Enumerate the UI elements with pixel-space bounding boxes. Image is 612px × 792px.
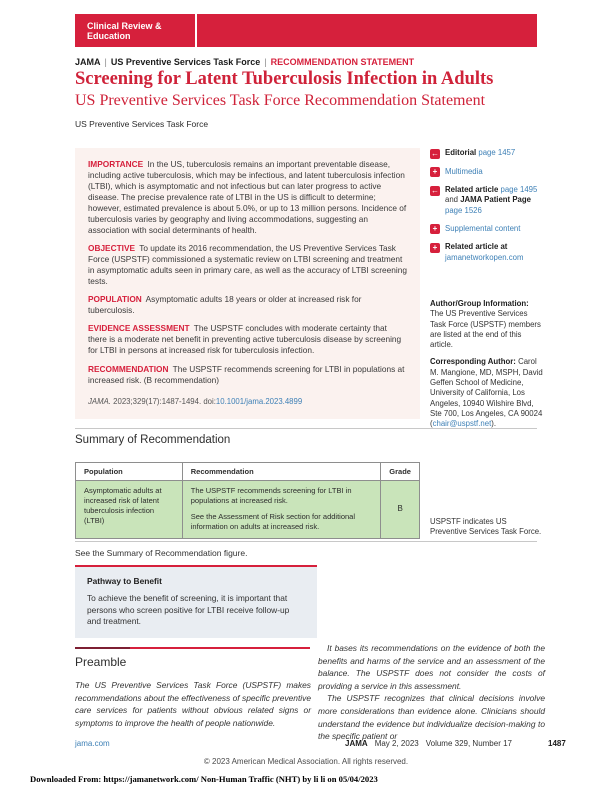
sidebar-item-related-article [430, 185, 544, 216]
sidebar-related-article-text [445, 185, 544, 216]
table-row [76, 481, 420, 539]
page-number: 1487 [548, 739, 566, 748]
citation-doi-prefix: doi: [203, 396, 216, 406]
sidebar-item-related-open [430, 242, 544, 263]
column-header-recommendation: Recommendation [182, 463, 381, 481]
jama-com-link[interactable]: jama.com [75, 739, 110, 748]
abstract-population-label: POPULATION [88, 294, 142, 305]
author-group-label: Author/Group Information: [430, 299, 529, 308]
uspstf-table-note: USPSTF indicates US Preventive Services Task Force. [430, 517, 542, 537]
doi-link[interactable]: 10.1001/jama.2023.4899 [215, 396, 303, 406]
sidebar-multimedia-text [445, 167, 483, 178]
abstract-importance [88, 159, 407, 236]
editorial-page-link[interactable]: page 1457 [478, 148, 516, 157]
cell-recommendation [182, 481, 381, 539]
corresponding-author-text-end: ). [491, 419, 496, 429]
preamble-rule-dark-segment [75, 647, 130, 649]
plus-icon: + [430, 167, 440, 177]
kicker-separator-1: | [104, 57, 107, 67]
corresponding-author-text: Carol M. Mangione, MD, MSPH, David Geffen School of Medicine, University of California, Los Angeles, 10940 Wilshire Blvd, Ste 700, Los Angeles, CA 90024 ( [430, 357, 543, 429]
supplemental-content-link[interactable]: Supplemental content [445, 223, 521, 233]
footer-volume: Volume 329, Number 17 [425, 739, 512, 748]
column-header-population: Population [76, 463, 183, 481]
corresponding-author [430, 357, 544, 429]
patient-page-label: JAMA Patient Page [460, 195, 531, 205]
related-article-and: and [445, 195, 459, 205]
arrow-left-icon: ← [431, 185, 439, 195]
abstract-population [88, 294, 407, 316]
corresponding-author-email-link[interactable]: chair@uspstf.net [432, 419, 492, 429]
cell-grade: B [381, 481, 420, 539]
related-open-label: Related article at [445, 242, 508, 252]
multimedia-link[interactable]: Multimedia [445, 166, 483, 176]
abstract-evidence-assessment [88, 323, 407, 356]
plus-icon: + [430, 224, 440, 234]
section-divider [75, 428, 537, 429]
author-group-info [430, 299, 544, 350]
preamble-heading: Preamble [75, 655, 127, 669]
download-provenance-note: Downloaded From: https://jamanetwork.com/ Non-Human Traffic (NHT) by li li on 05/04/2023 [30, 774, 378, 784]
kicker-section: US Preventive Services Task Force [110, 57, 261, 67]
kicker-article-type: RECOMMENDATION STATEMENT [270, 57, 415, 67]
arrow-left-icon: ← [431, 148, 439, 158]
recommendation-paragraph-1: The USPSTF recommends screening for LTBI in populations at increased risk. [190, 486, 352, 506]
pathway-text: To achieve the benefit of screening, it is important that persons who screen positive for LTBI receive follow-up and treatment. [87, 593, 290, 627]
citation-line [88, 397, 407, 407]
pathway-heading: Pathway to Benefit [87, 576, 162, 586]
kicker-journal: JAMA [75, 57, 101, 67]
abstract-recommendation-text: The USPSTF recommends screening for LTBI in populations at increased risk. (B recommendation) [88, 363, 405, 385]
sidebar-related-open-text [445, 242, 544, 263]
abstract-recommendation-label: RECOMMENDATION [88, 363, 169, 374]
footer-date: May 2, 2023 [374, 739, 419, 748]
table-header-row [76, 463, 420, 481]
copyright-notice: © 2023 American Medical Association. All rights reserved. [203, 757, 409, 766]
author-information [430, 299, 544, 436]
banner-label: Clinical Review & Education [75, 14, 195, 47]
footer-issue-info [345, 739, 512, 748]
citation-reference: 2023;329(17):1487-1494. [113, 396, 202, 406]
recommendation-paragraph-2: See the Assessment of Risk section for additional information on adults at increased risk. [190, 512, 356, 532]
author-group-text: The US Preventive Services Task Force (USPSTF) members are listed at the end of this article. [430, 309, 541, 350]
abstract-importance-text: In the US, tuberculosis remains an important preventable disease, including active tuberculosis, which may be infectious, and latent tuberculosis infection (LTBI), which is asymptomatic and not infectious but can later progress to active disease. The precise prevalence rate of LTBI in the US is difficult to determine; however, estimated prevalence is about 5.0%, or up to 13 million persons. Incidence of tuberculosis varies by geography and living accommodations, suggesting an association with social determinants of health. [88, 159, 407, 236]
jamanetworkopen-link[interactable]: jamanetworkopen.com [445, 252, 524, 262]
preamble-right-column [318, 642, 545, 743]
abstract-recommendation [88, 364, 407, 386]
preamble-left-column: The US Preventive Services Task Force (USPSTF) makes recommendations about the effectiveness of specific preventive care services for patients without obvious related signs or symptoms to improve the health of people nationwide. [75, 680, 311, 728]
abstract-box [75, 148, 420, 419]
article-kicker [75, 57, 414, 67]
abstract-population-text: Asymptomatic adults 18 years or older at increased risk for tuberculosis. [88, 294, 362, 316]
related-article-label: Related article [445, 185, 499, 194]
abstract-objective-text: To update its 2016 recommendation, the US Preventive Services Task Force (USPSTF) commissioned a systematic review on LTBI screening and treatment in asymptomatic adults seen in primary care, as well as the accuracy of LTBI screening tests. [88, 243, 407, 287]
sidebar-editorial-text [445, 148, 515, 159]
corresponding-author-label: Corresponding Author: [430, 357, 516, 367]
preamble-right-paragraph-1: It bases its recommendations on the evidence of both the benefits and harms of the service and an assessment of the balance. The USPSTF does not consider the costs of providing a service in this assessment. [318, 643, 545, 691]
sidebar-related-links [430, 148, 544, 271]
summary-heading: Summary of Recommendation [75, 434, 231, 446]
sidebar-item-editorial [430, 148, 544, 159]
cell-population: Asymptomatic adults at increased risk of latent tuberculosis infection (LTBI) [76, 481, 183, 539]
article-title: Screening for Latent Tuberculosis Infection in Adults [75, 69, 494, 89]
byline: US Preventive Services Task Force [75, 119, 209, 129]
abstract-evidence-label: EVIDENCE ASSESSMENT [88, 323, 190, 334]
sidebar-item-supplemental [430, 224, 544, 235]
banner-bar [197, 14, 537, 47]
pathway-to-benefit-box [75, 565, 317, 638]
editorial-label: Editorial [445, 148, 477, 157]
abstract-importance-label: IMPORTANCE [88, 159, 144, 169]
column-header-grade: Grade [381, 463, 420, 481]
preamble-rule [75, 647, 310, 649]
abstract-evidence-text: The USPSTF concludes with moderate certainty that there is a moderate net benefit in preventing active tuberculosis disease by screening for LTBI in persons at increased risk for tuberculosis infection. [88, 323, 402, 356]
abstract-objective [88, 243, 407, 287]
article-subtitle: US Preventive Services Task Force Recommendation Statement [75, 92, 486, 109]
plus-icon: + [430, 243, 440, 253]
recommendation-table [75, 462, 420, 539]
related-article-page-link[interactable]: page 1495 [500, 185, 538, 194]
preamble-right-paragraph-2: The USPSTF recognizes that clinical decisions involve more considerations than evidence alone. Clinicians should understand the evidence but individualize decision-making to the specific patient or [318, 693, 545, 742]
section-banner [75, 14, 537, 47]
citation-journal: JAMA. [88, 396, 111, 406]
sidebar-item-multimedia [430, 167, 544, 178]
sidebar-supplemental-text [445, 224, 520, 235]
abstract-objective-label: OBJECTIVE [88, 243, 136, 254]
patient-page-link[interactable]: page 1526 [445, 205, 482, 215]
footer-journal: JAMA [345, 739, 368, 748]
section-divider [75, 541, 537, 542]
figure-reference-note: See the Summary of Recommendation figure. [75, 548, 248, 558]
kicker-separator-2: | [264, 57, 267, 67]
